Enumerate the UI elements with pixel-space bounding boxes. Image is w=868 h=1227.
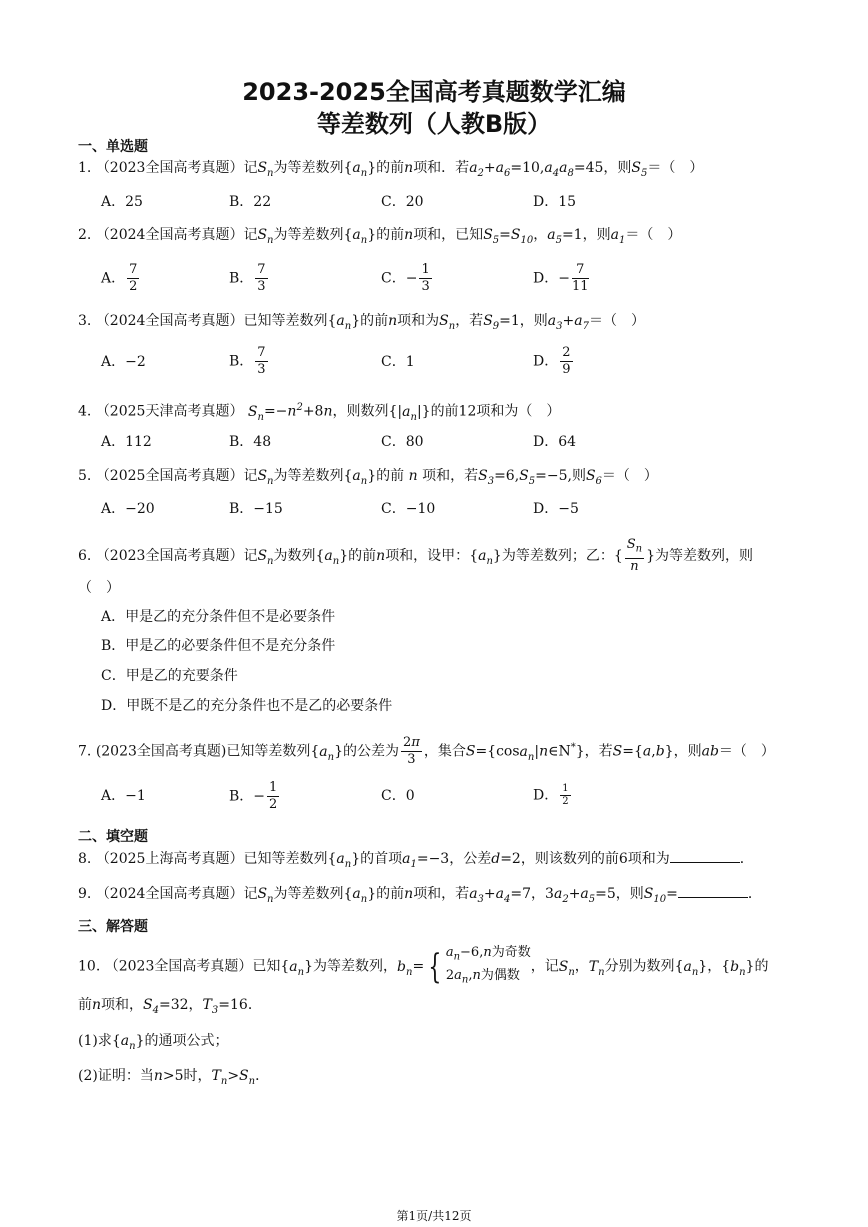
question-10: 10. （2023全国高考真题）已知$\{a_n\}$为等差数列，$b_n=$ { $a_n-6,n$为奇数 $2a_n,n$为偶数 ，记$S_n$，$T_n$分别为数列$\{a_n\}$，$\{b_n\}$的 xyxy=(78,945,769,987)
q6-option-d: D．甲既不是乙的充分条件也不是乙的必要条件 xyxy=(101,698,393,714)
page-footer: 第1页/共12页 xyxy=(396,1209,472,1223)
q3-option-d: D． $\frac{2}{9}$ xyxy=(533,345,571,377)
q6-paren: （ ） xyxy=(78,580,120,596)
question-8: 8. （2025上海高考真题）已知等差数列$\{a_n\}$的首项$a_1=-3$，公差d=2，则该数列的前6项和为 ． xyxy=(78,848,754,875)
q6-option-b: B．甲是乙的必要条件但不是充分条件 xyxy=(101,638,336,654)
q2-option-b: B． $\frac{7}{3}$ xyxy=(229,262,266,294)
question-2: 2. （2024全国高考真题）记$S_n$为等差数列$\{a_n\}$的前n项和，已知$S_5=S_{10}$，$a_5=1$，则$a_1=$（ ） xyxy=(78,227,682,246)
q2-option-c: C．− $\frac{1}{3}$ xyxy=(381,262,430,294)
section-solution: 三、解答题 xyxy=(78,919,148,935)
q2-option-a: A． $\frac{7}{2}$ xyxy=(101,262,138,294)
q8-answer-blank[interactable] xyxy=(670,848,740,863)
q1-option-d: D．15 xyxy=(533,194,577,210)
question-9: 9. （2024全国高考真题）记$S_n$为等差数列$\{a_n\}$的前n项和，若$a_3+a_4=7$，$3a_2+a_5=5$，则$S_{10}=$ ． xyxy=(78,883,762,910)
question-6: 6. （2023全国高考真题）记$S_n$为数列$\{a_n\}$的前n项和，设甲：$\{a_n\}$为等差数列；乙：{ $\frac{S_n}{n}$ }为等差数列，则 xyxy=(78,537,754,574)
q5-option-d: D．−5 xyxy=(533,501,579,517)
q7-option-d: D． $\frac{1}{2}$ xyxy=(533,783,569,807)
q4-option-d: D．64 xyxy=(533,434,577,450)
q10-line2: 前n项和，$S_4=32$，$T_3=16$． xyxy=(78,997,262,1016)
q3-option-c: C．1 xyxy=(381,354,415,370)
q5-option-c: C．−10 xyxy=(381,501,436,517)
page-subtitle: 等差数列（人教B版） xyxy=(316,110,552,138)
q10-part2: (2)证明：当n>5时，$T_n>S_n$． xyxy=(78,1068,270,1087)
q10-part1: (1)求$\{a_n\}$的通项公式； xyxy=(78,1033,229,1052)
question-3: 3. （2024全国高考真题）已知等差数列$\{a_n\}$的前n项和为$S_n$，若$S_9=1$，则$a_3+a_7=$（ ） xyxy=(78,313,645,332)
q1-option-b: B．22 xyxy=(229,194,272,210)
q6-option-a: A．甲是乙的充分条件但不是必要条件 xyxy=(101,609,336,625)
question-4: 4. （2025天津高考真题） $S_n=-n^2+8n$，则数列$\{|a_n|\}$的前12项和为（ ） xyxy=(78,402,561,423)
section-single-choice: 一、单选题 xyxy=(78,139,148,155)
q3-option-a: A．−2 xyxy=(101,354,146,370)
q7-option-c: C．0 xyxy=(381,788,415,804)
q7-option-b: B．− $\frac{1}{2}$ xyxy=(229,780,278,812)
question-5: 5. （2025全国高考真题）记$S_n$为等差数列$\{a_n\}$的前 n 项和，若$S_3=6,S_5=-5$,则$S_6=$（ ） xyxy=(78,468,658,487)
q6-option-c: C．甲是乙的充要条件 xyxy=(101,668,238,684)
q9-answer-blank[interactable] xyxy=(678,883,748,898)
q3-option-b: B． $\frac{7}{3}$ xyxy=(229,345,266,377)
q4-option-a: A．112 xyxy=(101,434,152,450)
q1-option-a: A．25 xyxy=(101,194,143,210)
page-title: 2023-2025全国高考真题数学汇编 xyxy=(242,78,626,106)
q4-option-b: B．48 xyxy=(229,434,272,450)
section-fill-blank: 二、填空题 xyxy=(78,829,148,845)
q5-option-a: A．−20 xyxy=(101,501,155,517)
q1-option-c: C．20 xyxy=(381,194,424,210)
question-7: 7. (2023全国高考真题)已知等差数列$\{a_n\}$的公差为 $\frac{2\pi}{3}$ ，集合S={cosa$_n$|n∈N*}，若S={a,b}，则ab＝（ ） xyxy=(78,735,775,767)
q4-option-c: C．80 xyxy=(381,434,424,450)
question-1: 1. （2023全国高考真题）记$S_n$为等差数列$\{a_n\}$的前n项和．若$a_2+a_6=10,a_4a_8=45$，则$S_5=$（ ） xyxy=(78,160,704,179)
q2-option-d: D．− $\frac{7}{11}$ xyxy=(533,262,589,294)
q5-option-b: B．−15 xyxy=(229,501,283,517)
q7-option-a: A．−1 xyxy=(101,788,146,804)
